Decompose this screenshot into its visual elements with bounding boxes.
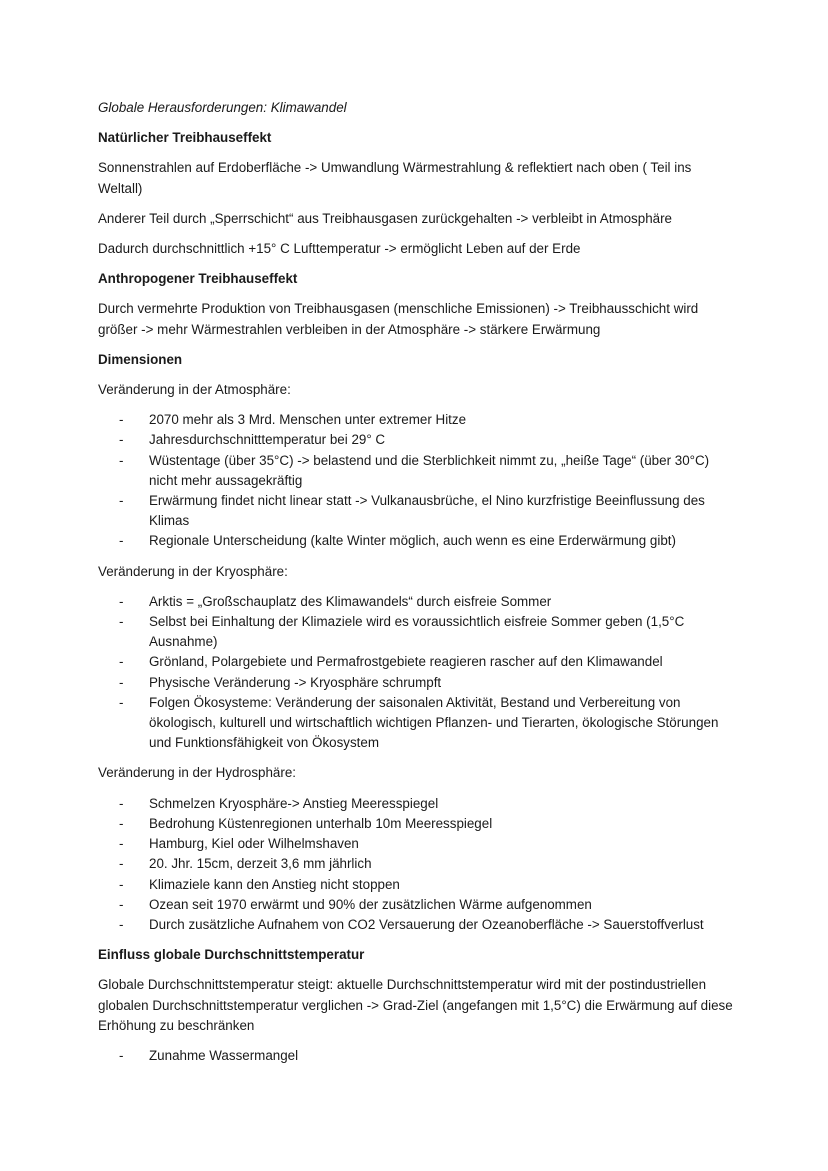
list-item (98, 794, 738, 814)
list-item-text: Arktis = „Großschauplatz des Klimawandels“ durch eisfreie Sommer (149, 593, 552, 609)
bullet-dash: - (119, 533, 124, 549)
heading-anthropogener-treibhauseffekt: Anthropogener Treibhauseffekt (98, 271, 298, 287)
paragraph: Sonnenstrahlen auf Erdoberfläche -> Umwandlung Wärmestrahlung & reflektiert nach oben ( Teil ins Weltall) (98, 160, 692, 196)
bullet-dash: - (119, 896, 124, 912)
bullet-dash: - (119, 493, 124, 509)
list-hydrosphaere (98, 794, 738, 935)
list-item (98, 915, 738, 935)
list-item (98, 834, 738, 854)
list-item (98, 895, 738, 915)
list-item (98, 491, 738, 531)
heading-natuerlicher-treibhauseffekt: Natürlicher Treibhauseffekt (98, 130, 272, 146)
bullet-dash: - (119, 856, 124, 872)
list-item-text: Zunahme Wassermangel (149, 1047, 299, 1063)
list-item (98, 673, 738, 693)
list-item-text: Regionale Unterscheidung (kalte Winter möglich, auch wenn es eine Erderwärmung gibt) (149, 533, 676, 549)
subheading-atmosphaere: Veränderung in der Atmosphäre: (98, 382, 291, 398)
list-item-text: Ozean seit 1970 erwärmt und 90% der zusätzlichen Wärme aufgenommen (149, 896, 592, 912)
paragraph: Dadurch durchschnittlich +15° C Lufttemperatur -> ermöglicht Leben auf der Erde (98, 241, 581, 257)
bullet-dash: - (119, 614, 124, 630)
bullet-dash: - (119, 412, 124, 428)
list-item-text: Wüstentage (über 35°C) -> belastend und die Sterblichkeit nimmt zu, „heiße Tage“ (über 30°C) nicht mehr aussagekräftig (149, 452, 710, 488)
document-title: Globale Herausforderungen: Klimawandel (98, 100, 347, 115)
list-einfluss (98, 1046, 738, 1066)
list-item-text: 20. Jhr. 15cm, derzeit 3,6 mm jährlich (149, 856, 372, 872)
list-item-text: Durch zusätzliche Aufnahem von CO2 Versauerung der Ozeanoberfläche -> Sauerstoffverlust (149, 916, 704, 932)
subheading-kryosphaere: Veränderung in der Kryosphäre: (98, 563, 288, 579)
list-item-text: Klimaziele kann den Anstieg nicht stoppen (149, 876, 400, 892)
list-item (98, 814, 738, 834)
list-item-text: Bedrohung Küstenregionen unterhalb 10m Meeresspiegel (149, 815, 493, 831)
list-item-text: Selbst bei Einhaltung der Klimaziele wird es voraussichtlich eisfreie Sommer geben (1,5°C Ausnahme) (149, 614, 685, 650)
list-item-text: Grönland, Polargebiete und Permafrostgebiete reagieren rascher auf den Klimawandel (149, 654, 663, 670)
bullet-dash: - (119, 432, 124, 448)
bullet-dash: - (119, 694, 124, 710)
bullet-dash: - (119, 916, 124, 932)
list-item-text: Jahresdurchschnitttemperatur bei 29° C (149, 432, 386, 448)
list-item (98, 875, 738, 895)
list-item-text: Hamburg, Kiel oder Wilhelmshaven (149, 836, 359, 852)
list-item (98, 531, 738, 551)
list-item (98, 410, 738, 430)
paragraph: Durch vermehrte Produktion von Treibhausgasen (menschliche Emissionen) -> Treibhausschicht wird größer -> mehr Wärmestrahlen verbleiben in der Atmosphäre -> stärkere Erwärmung (98, 301, 699, 337)
heading-einfluss-durchschnittstemperatur: Einfluss globale Durchschnittstemperatur (98, 947, 365, 963)
list-item (98, 693, 738, 754)
list-item (98, 652, 738, 672)
list-item-text: Erwärmung findet nicht linear statt -> Vulkanausbrüche, el Nino kurzfristige Beeinflussung des Klimas (149, 493, 705, 529)
bullet-dash: - (119, 654, 124, 670)
bullet-dash: - (119, 674, 124, 690)
list-item-text: Folgen Ökosysteme: Veränderung der saisonalen Aktivität, Bestand und Verbereitung von ökologisch, kulturell und wirtschaftlich wichtigen Pflanzen- und Tierarten, ökologische Störungen und Funktionsfähigkeit von Ökosystem (149, 694, 719, 751)
list-item (98, 1046, 738, 1066)
list-item (98, 592, 738, 612)
list-item-text: Physische Veränderung -> Kryosphäre schrumpft (149, 674, 442, 690)
bullet-dash: - (119, 593, 124, 609)
paragraph: Anderer Teil durch „Sperrschicht“ aus Treibhausgasen zurückgehalten -> verbleibt in Atmosphäre (98, 210, 672, 226)
heading-dimensionen: Dimensionen (98, 351, 183, 367)
list-item (98, 854, 738, 874)
bullet-dash: - (119, 836, 124, 852)
bullet-dash: - (119, 815, 124, 831)
list-item-text: 2070 mehr als 3 Mrd. Menschen unter extremer Hitze (149, 412, 467, 428)
list-atmosphaere (98, 410, 738, 551)
bullet-dash: - (119, 452, 124, 468)
paragraph: Globale Durchschnittstemperatur steigt: aktuelle Durchschnittstemperatur wird mit der postindustriellen globalen Durchschnittstemperatur verglichen -> Grad-Ziel (angefangen mit 1,5°C) die Erwärmung auf diese Erhöhung zu beschränken (98, 977, 733, 1033)
list-item (98, 612, 738, 652)
list-kryosphaere (98, 592, 738, 754)
list-item-text: Schmelzen Kryosphäre-> Anstieg Meeresspiegel (149, 795, 439, 811)
document-body (98, 98, 738, 1076)
bullet-dash: - (119, 795, 124, 811)
bullet-dash: - (119, 876, 124, 892)
list-item (98, 430, 738, 450)
subheading-hydrosphaere: Veränderung in der Hydrosphäre: (98, 765, 297, 781)
bullet-dash: - (119, 1047, 124, 1063)
list-item (98, 451, 738, 491)
